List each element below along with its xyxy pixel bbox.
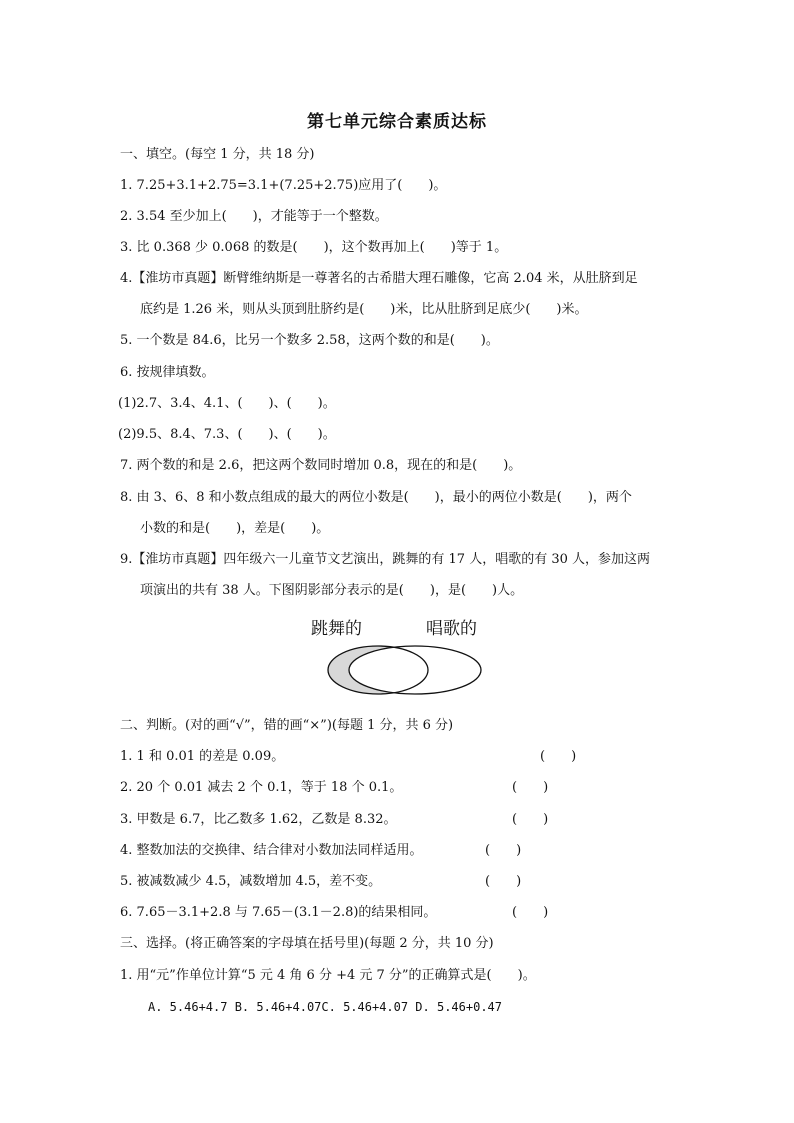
fill-q4-line1: 4.【淮坊市真题】断臂维纳斯是一尊著名的古希腊大理石雕像，它高 2.04 米，从肚脐到足: [120, 271, 638, 286]
fill-q9-line1: 9.【淮坊市真题】四年级六一儿童节文艺演出，跳舞的有 17 人，唱歌的有 30 人，参加这两: [120, 552, 651, 567]
judge-q1: 1. 1 和 0.01 的差是 0.09。: [120, 749, 285, 764]
judge-q2-answer-blank: ( ): [512, 780, 549, 795]
section3-heading: 三、选择。(将正确答案的字母填在括号里)(每题 2 分，共 10 分): [120, 936, 494, 951]
fill-q6: 6. 按规律填数。: [120, 365, 215, 380]
judge-q4-answer-blank: ( ): [485, 843, 522, 858]
judge-q3-answer-blank: ( ): [512, 812, 549, 827]
section2-heading: 二、判断。(对的画“√”，错的画“×”)(每题 1 分，共 6 分): [120, 718, 454, 733]
fill-q7: 7. 两个数的和是 2.6，把这两个数同时增加 0.8，现在的和是( )。: [120, 458, 522, 473]
fill-q6-part2: (2)9.5、8.4、7.3、( )、( )。: [118, 427, 336, 442]
judge-q1-answer-blank: ( ): [540, 749, 577, 764]
choice-q1: 1. 用“元”作单位计算“5 元 4 角 6 分 +4 元 7 分”的正确算式是( )。: [120, 968, 536, 983]
fill-q6-part1: (1)2.7、3.4、4.1、( )、( )。: [118, 396, 336, 411]
fill-q5: 5. 一个数是 84.6，比另一个数多 2.58，这两个数的和是( )。: [120, 333, 499, 348]
fill-q1: 1. 7.25+3.1+2.75=3.1+(7.25+2.75)应用了( )。: [120, 178, 447, 193]
fill-q9-line2: 项演出的共有 38 人。下图阴影部分表示的是( )，是( )人。: [140, 583, 524, 598]
fill-q3: 3. 比 0.368 少 0.068 的数是( )，这个数再加上( )等于 1。: [120, 240, 508, 255]
judge-q3: 3. 甲数是 6.7，比乙数多 1.62，乙数是 8.32。: [120, 812, 397, 827]
judge-q4: 4. 整数加法的交换律、结合律对小数加法同样适用。: [120, 843, 423, 858]
venn-label-sing: 唱歌的: [426, 619, 477, 639]
judge-q5: 5. 被减数减少 4.5，减数增加 4.5，差不变。: [120, 874, 382, 889]
judge-q6: 6. 7.65－3.1+2.8 与 7.65－(3.1－2.8)的结果相同。: [120, 905, 437, 920]
fill-q8-line2: 小数的和是( )，差是( )。: [140, 521, 330, 536]
choice-q1-options: A. 5.46+4.7 B. 5.46+4.07C. 5.46+4.07 D. 5.46+0.47: [148, 1000, 503, 1014]
section1-heading: 一、填空。(每空 1 分，共 18 分): [120, 147, 315, 162]
judge-q5-answer-blank: ( ): [485, 874, 522, 889]
fill-q2: 2. 3.54 至少加上( )，才能等于一个整数。: [120, 209, 388, 224]
venn-diagram: [300, 644, 500, 696]
judge-q2: 2. 20 个 0.01 减去 2 个 0.1，等于 18 个 0.1。: [120, 780, 403, 795]
venn-label-dance: 跳舞的: [311, 619, 362, 639]
fill-q4-line2: 底约是 1.26 米，则从头顶到肚脐约是( )米，比从肚脐到足底少( )米。: [140, 302, 588, 317]
judge-q6-answer-blank: ( ): [512, 905, 549, 920]
fill-q8-line1: 8. 由 3、6、8 和小数点组成的最大的两位小数是( )，最小的两位小数是( )，两个: [120, 490, 632, 505]
page-title: 第七单元综合素质达标: [307, 112, 487, 132]
